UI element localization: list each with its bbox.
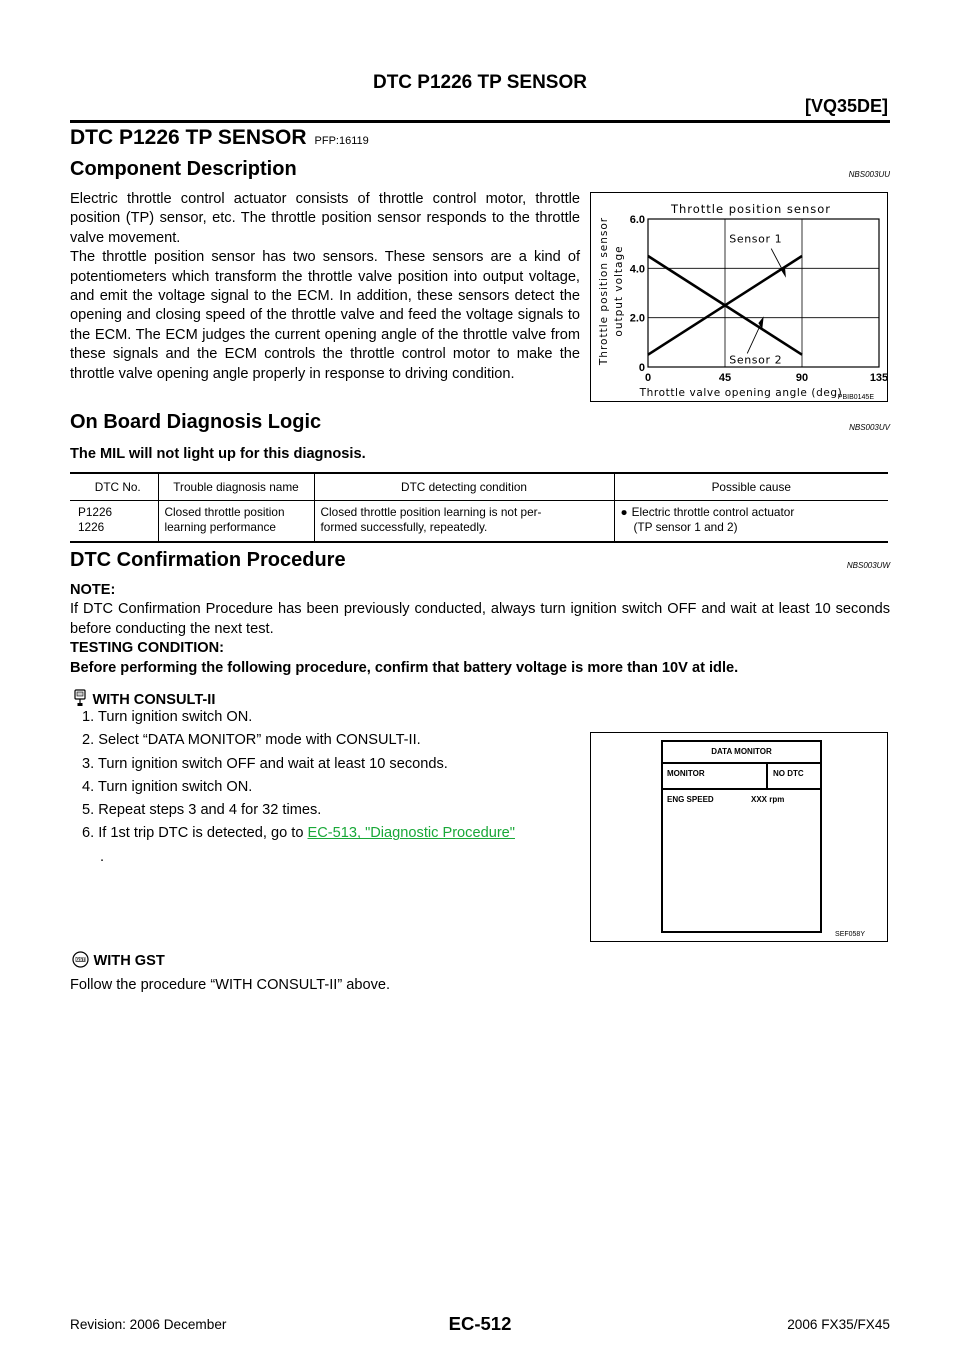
obd-logic-tag: NBS003UV: [849, 423, 890, 432]
cause-text: Electric throttle control actuator: [631, 504, 795, 519]
gst-tool-icon: [72, 951, 89, 968]
testing-condition-label: TESTING CONDITION:: [70, 640, 225, 657]
chart-ytick-label: 4.0: [629, 263, 645, 276]
data-monitor-divider: [663, 762, 820, 764]
data-monitor-figure-code: SEF058Y: [835, 931, 865, 938]
page-number: EC-512: [448, 1313, 512, 1334]
chart-xtick-label: 0: [644, 372, 652, 384]
data-monitor-col-left: MONITOR: [667, 769, 705, 778]
list-item: .: [100, 848, 105, 865]
table-row: [70, 500, 888, 542]
list-item: 5. Repeat steps 3 and 4 for 32 times.: [82, 802, 322, 819]
chart-xtick-label: 90: [795, 372, 809, 384]
col-detecting-condition: DTC detecting condition: [314, 473, 614, 500]
data-monitor-value: XXX rpm: [751, 795, 785, 804]
consult-steps: [82, 709, 582, 872]
col-possible-cause: Possible cause: [614, 473, 888, 500]
consult-label: WITH CONSULT-II: [92, 692, 216, 708]
note-text: If DTC Confirmation Procedure has been previously conducted, always turn ignition switch OFF and wait at least 10 seconds before conducting the next test.: [70, 601, 890, 637]
footer-revision: Revision: 2006 December: [70, 1317, 227, 1332]
component-description-para-1: Electric throttle control actuator consists of throttle control motor, throttle position (TP) sensor, etc. The throttle position sensor responds to the throttle valve movement.: [70, 191, 580, 246]
data-monitor-screen: [661, 740, 822, 933]
gst-label: WITH GST: [93, 953, 165, 969]
consult-tool-icon: [72, 689, 88, 707]
chart-xtick-label: 135: [869, 372, 887, 384]
component-description-heading: Component Description: [70, 158, 297, 180]
dtc-table: [70, 472, 888, 543]
list-item: 2. Select “DATA MONITOR” mode with CONSULT-II.: [82, 732, 421, 749]
col-trouble-name: Trouble diagnosis name: [158, 473, 314, 500]
chart-xlabel: Throttle valve opening angle (deg): [639, 387, 843, 399]
chart-series-labels: [729, 232, 786, 366]
trouble-name-line: Closed throttle position: [164, 504, 285, 519]
data-monitor-title: DATA MONITOR: [711, 747, 772, 756]
note-label: NOTE:: [70, 582, 116, 598]
diagnostic-procedure-link[interactable]: EC-513, "Diagnostic Procedure": [307, 825, 515, 842]
data-monitor-divider: [663, 788, 820, 790]
engine-model-label: [VQ35DE]: [804, 96, 888, 116]
list-item: 4. Turn ignition switch ON.: [82, 778, 253, 795]
cause-line: (TP sensor 1 and 2): [633, 519, 738, 534]
dtc-code: P1226: [78, 504, 113, 519]
col-dtc-no: DTC No.: [70, 473, 158, 500]
mil-note: The MIL will not light up for this diagnosis.: [70, 446, 366, 462]
confirmation-heading: DTC Confirmation Procedure: [70, 549, 346, 571]
chart-ylabel-line2: output voltage: [613, 245, 625, 337]
component-description-para-2: The throttle position sensor has two sensors. These sensors are a kind of potentiometers which transform the throttle valve position into output voltage, and emit the voltage signal to the ECM. In addition, these sensors detect the opening and closing speed of the throttle valve and feed the voltage signals to the ECM. The ECM judges the current opening angle of the throttle valve from these signals and the ECM controls the throttle control motor to make the throttle valve opening angle properly in response to driving condition.: [70, 249, 580, 382]
cell-detecting-condition: [314, 500, 614, 542]
step6-text: 6. If 1st trip DTC is detected, go to: [82, 825, 308, 842]
chart-title: Throttle position sensor: [670, 202, 832, 216]
footer-model: 2006 FX35/FX45: [787, 1317, 890, 1332]
cell-possible-cause: [614, 500, 888, 542]
chart-ytick-label: 6.0: [629, 214, 645, 226]
confirmation-notes: [70, 581, 890, 678]
chart-series-label-1: Sensor 1: [729, 232, 783, 246]
list-item: 3. Turn ignition switch OFF and wait at least 10 seconds.: [82, 755, 448, 772]
section-title: [70, 126, 369, 150]
dtc-code-short: 1226: [78, 519, 105, 534]
cell-trouble-name: [158, 500, 314, 542]
condition-line: Closed throttle position learning is not per-: [320, 504, 542, 519]
component-description-body: [70, 190, 580, 384]
consult-label-row: [72, 689, 215, 709]
chart-series-label-2: Sensor 2: [729, 353, 783, 367]
running-header-title: DTC P1226 TP SENSOR: [372, 72, 587, 93]
tp-sensor-chart-figure: [590, 192, 888, 402]
chart-ytick-label: 0: [638, 362, 645, 374]
condition-line: formed successfully, repeatedly.: [320, 519, 488, 534]
tp-sensor-chart: [591, 193, 887, 401]
chart-xtick-label: 45: [718, 372, 732, 384]
section-title-text: DTC P1226 TP SENSOR: [70, 126, 307, 149]
chart-figure-code: PBIB0145E: [837, 394, 874, 401]
list-item: [82, 825, 582, 848]
gst-icon-label: GST: [75, 957, 86, 963]
gst-text: Follow the procedure “WITH CONSULT-II” above.: [70, 977, 391, 993]
list-item: 1. Turn ignition switch ON.: [82, 709, 253, 725]
bullet-icon: ●: [620, 504, 628, 519]
part-code: PFP:16119: [314, 135, 369, 147]
dtc-table-header: [70, 473, 888, 500]
obd-logic-heading: On Board Diagnosis Logic: [70, 411, 322, 433]
gst-label-row: [72, 951, 165, 970]
data-monitor-col-right: NO DTC: [773, 769, 804, 778]
cell-dtc-no: [70, 500, 158, 542]
data-monitor-figure: [590, 732, 888, 942]
trouble-name-line: learning performance: [164, 519, 276, 534]
testing-condition-text: Before performing the following procedure, confirm that battery voltage is more than 10V at idle.: [70, 659, 739, 676]
chart-ylabel-line1: Throttle position sensor: [598, 216, 610, 366]
cause-line: [621, 505, 883, 520]
component-description-tag: NBS003UU: [848, 170, 890, 179]
data-monitor-col-divider: [766, 764, 768, 788]
confirmation-tag: NBS003UW: [846, 561, 890, 570]
header-divider: [70, 120, 890, 123]
data-monitor-item: ENG SPEED: [667, 795, 714, 804]
chart-ytick-label: 2.0: [629, 312, 645, 325]
